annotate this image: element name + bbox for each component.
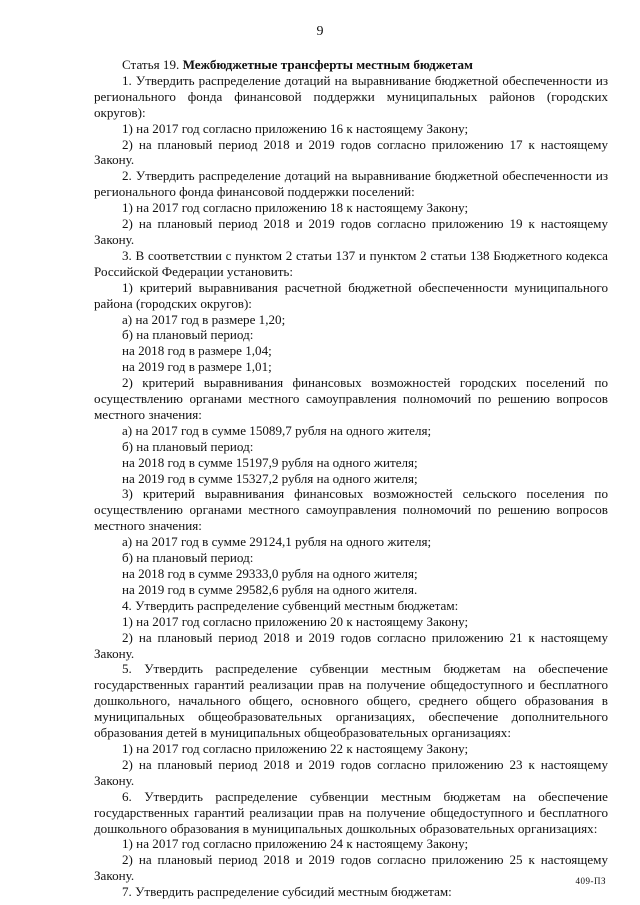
list-item: на 2018 год в сумме 29333,0 рубля на одного жителя; bbox=[122, 566, 418, 581]
article-title: Межбюджетные трансферты местным бюджетам bbox=[182, 57, 473, 72]
list-item: 2) на плановый период 2018 и 2019 годов согласно приложению 25 к настоящему Закону. bbox=[94, 852, 608, 884]
article-label: Статья 19. bbox=[122, 57, 180, 72]
list-item: на 2019 год в сумме 15327,2 рубля на одного жителя; bbox=[122, 470, 418, 486]
list-item: а) на 2017 год в сумме 29124,1 рубля на одного жителя; bbox=[122, 534, 432, 550]
list-item: 2) на плановый период 2018 и 2019 годов согласно приложению 21 к настоящему Закону. bbox=[94, 629, 608, 661]
list-item: на 2019 год в размере 1,01; bbox=[122, 359, 272, 375]
list-item: б) на плановый период: bbox=[122, 327, 254, 343]
list-item: 2) критерий выравнивания финансовых возможностей городских поселений по осуществлению органами местного самоуправления полномочий по решению вопросов местного значения: bbox=[94, 375, 608, 422]
list-item: на 2019 год в сумме 29582,6 рубля на одного жителя. bbox=[122, 581, 418, 597]
paragraph: 4. Утвердить распределение субвенций местным бюджетам: bbox=[122, 597, 459, 613]
list-item: 2) на плановый период 2018 и 2019 годов согласно приложению 17 к настоящему Закону. bbox=[94, 136, 608, 168]
list-item: 1) на 2017 год согласно приложению 24 к настоящему Закону; bbox=[122, 836, 469, 852]
list-item: 2) на плановый период 2018 и 2019 годов согласно приложению 19 к настоящему Закону. bbox=[94, 216, 608, 247]
article-heading bbox=[94, 57, 608, 73]
list-item: а) на 2017 год в размере 1,20; bbox=[122, 311, 286, 327]
list-item: б) на плановый период: bbox=[122, 550, 254, 566]
paragraph: 3. В соответствии с пунктом 2 статьи 137 и пунктом 2 статьи 138 Бюджетного кодекса Российской Федерации установить: bbox=[94, 247, 608, 279]
list-item: 1) на 2017 год согласно приложению 18 к настоящему Закону; bbox=[122, 200, 469, 216]
list-item: 1) на 2017 год согласно приложению 22 к настоящему Закону; bbox=[122, 740, 469, 756]
list-item: 1) критерий выравнивания расчетной бюджетной обеспеченности муниципального района (городских округов): bbox=[94, 279, 608, 311]
list-item: 3) критерий выравнивания финансовых возможностей сельского поселения по осуществлению органами местного самоуправления полномочий по решению вопросов местного значения: bbox=[94, 486, 608, 534]
paragraph: 7. Утвердить распределение субсидий местным бюджетам: bbox=[122, 884, 452, 900]
paragraph: 6. Утвердить распределение субвенции местным бюджетам на обеспечение государственных гарантий реализации прав на получение общедоступного и бесплатного дошкольного образования в муниципальных дошкольных образовательных организациях: bbox=[94, 788, 608, 836]
list-item: а) на 2017 год в сумме 15089,7 рубля на одного жителя; bbox=[122, 422, 432, 438]
list-item: на 2018 год в размере 1,04; bbox=[122, 343, 272, 359]
paragraph: 2. Утвердить распределение дотаций на выравнивание бюджетной обеспеченности из регионального фонда финансовой поддержки поселений: bbox=[94, 168, 608, 200]
list-item: б) на плановый период: bbox=[122, 438, 254, 454]
footer-code: 409-ПЗ bbox=[575, 876, 606, 886]
paragraph: 1. Утвердить распределение дотаций на выравнивание бюджетной обеспеченности из регионального фонда финансовой поддержки муниципальных районов (городских округов): bbox=[94, 72, 608, 120]
page-number: 9 bbox=[316, 24, 324, 39]
list-item: на 2018 год в сумме 15197,9 рубля на одного жителя; bbox=[122, 454, 418, 470]
document-body bbox=[94, 57, 608, 900]
list-item: 1) на 2017 год согласно приложению 20 к настоящему Закону; bbox=[122, 613, 469, 629]
paragraph: 5. Утвердить распределение субвенции местным бюджетам на обеспечение государственных гарантий реализации прав на получение общедоступного и бесплатного дошкольного, начального общего, основного общего, среднего общего образования в муниципальных общеобразовательных организациях, обеспечение дополнительного образования детей в муниципальных общеобразовательных организациях: bbox=[94, 661, 608, 741]
list-item: 2) на плановый период 2018 и 2019 годов согласно приложению 23 к настоящему Закону. bbox=[94, 756, 608, 788]
list-item: 1) на 2017 год согласно приложению 16 к настоящему Закону; bbox=[122, 120, 469, 136]
